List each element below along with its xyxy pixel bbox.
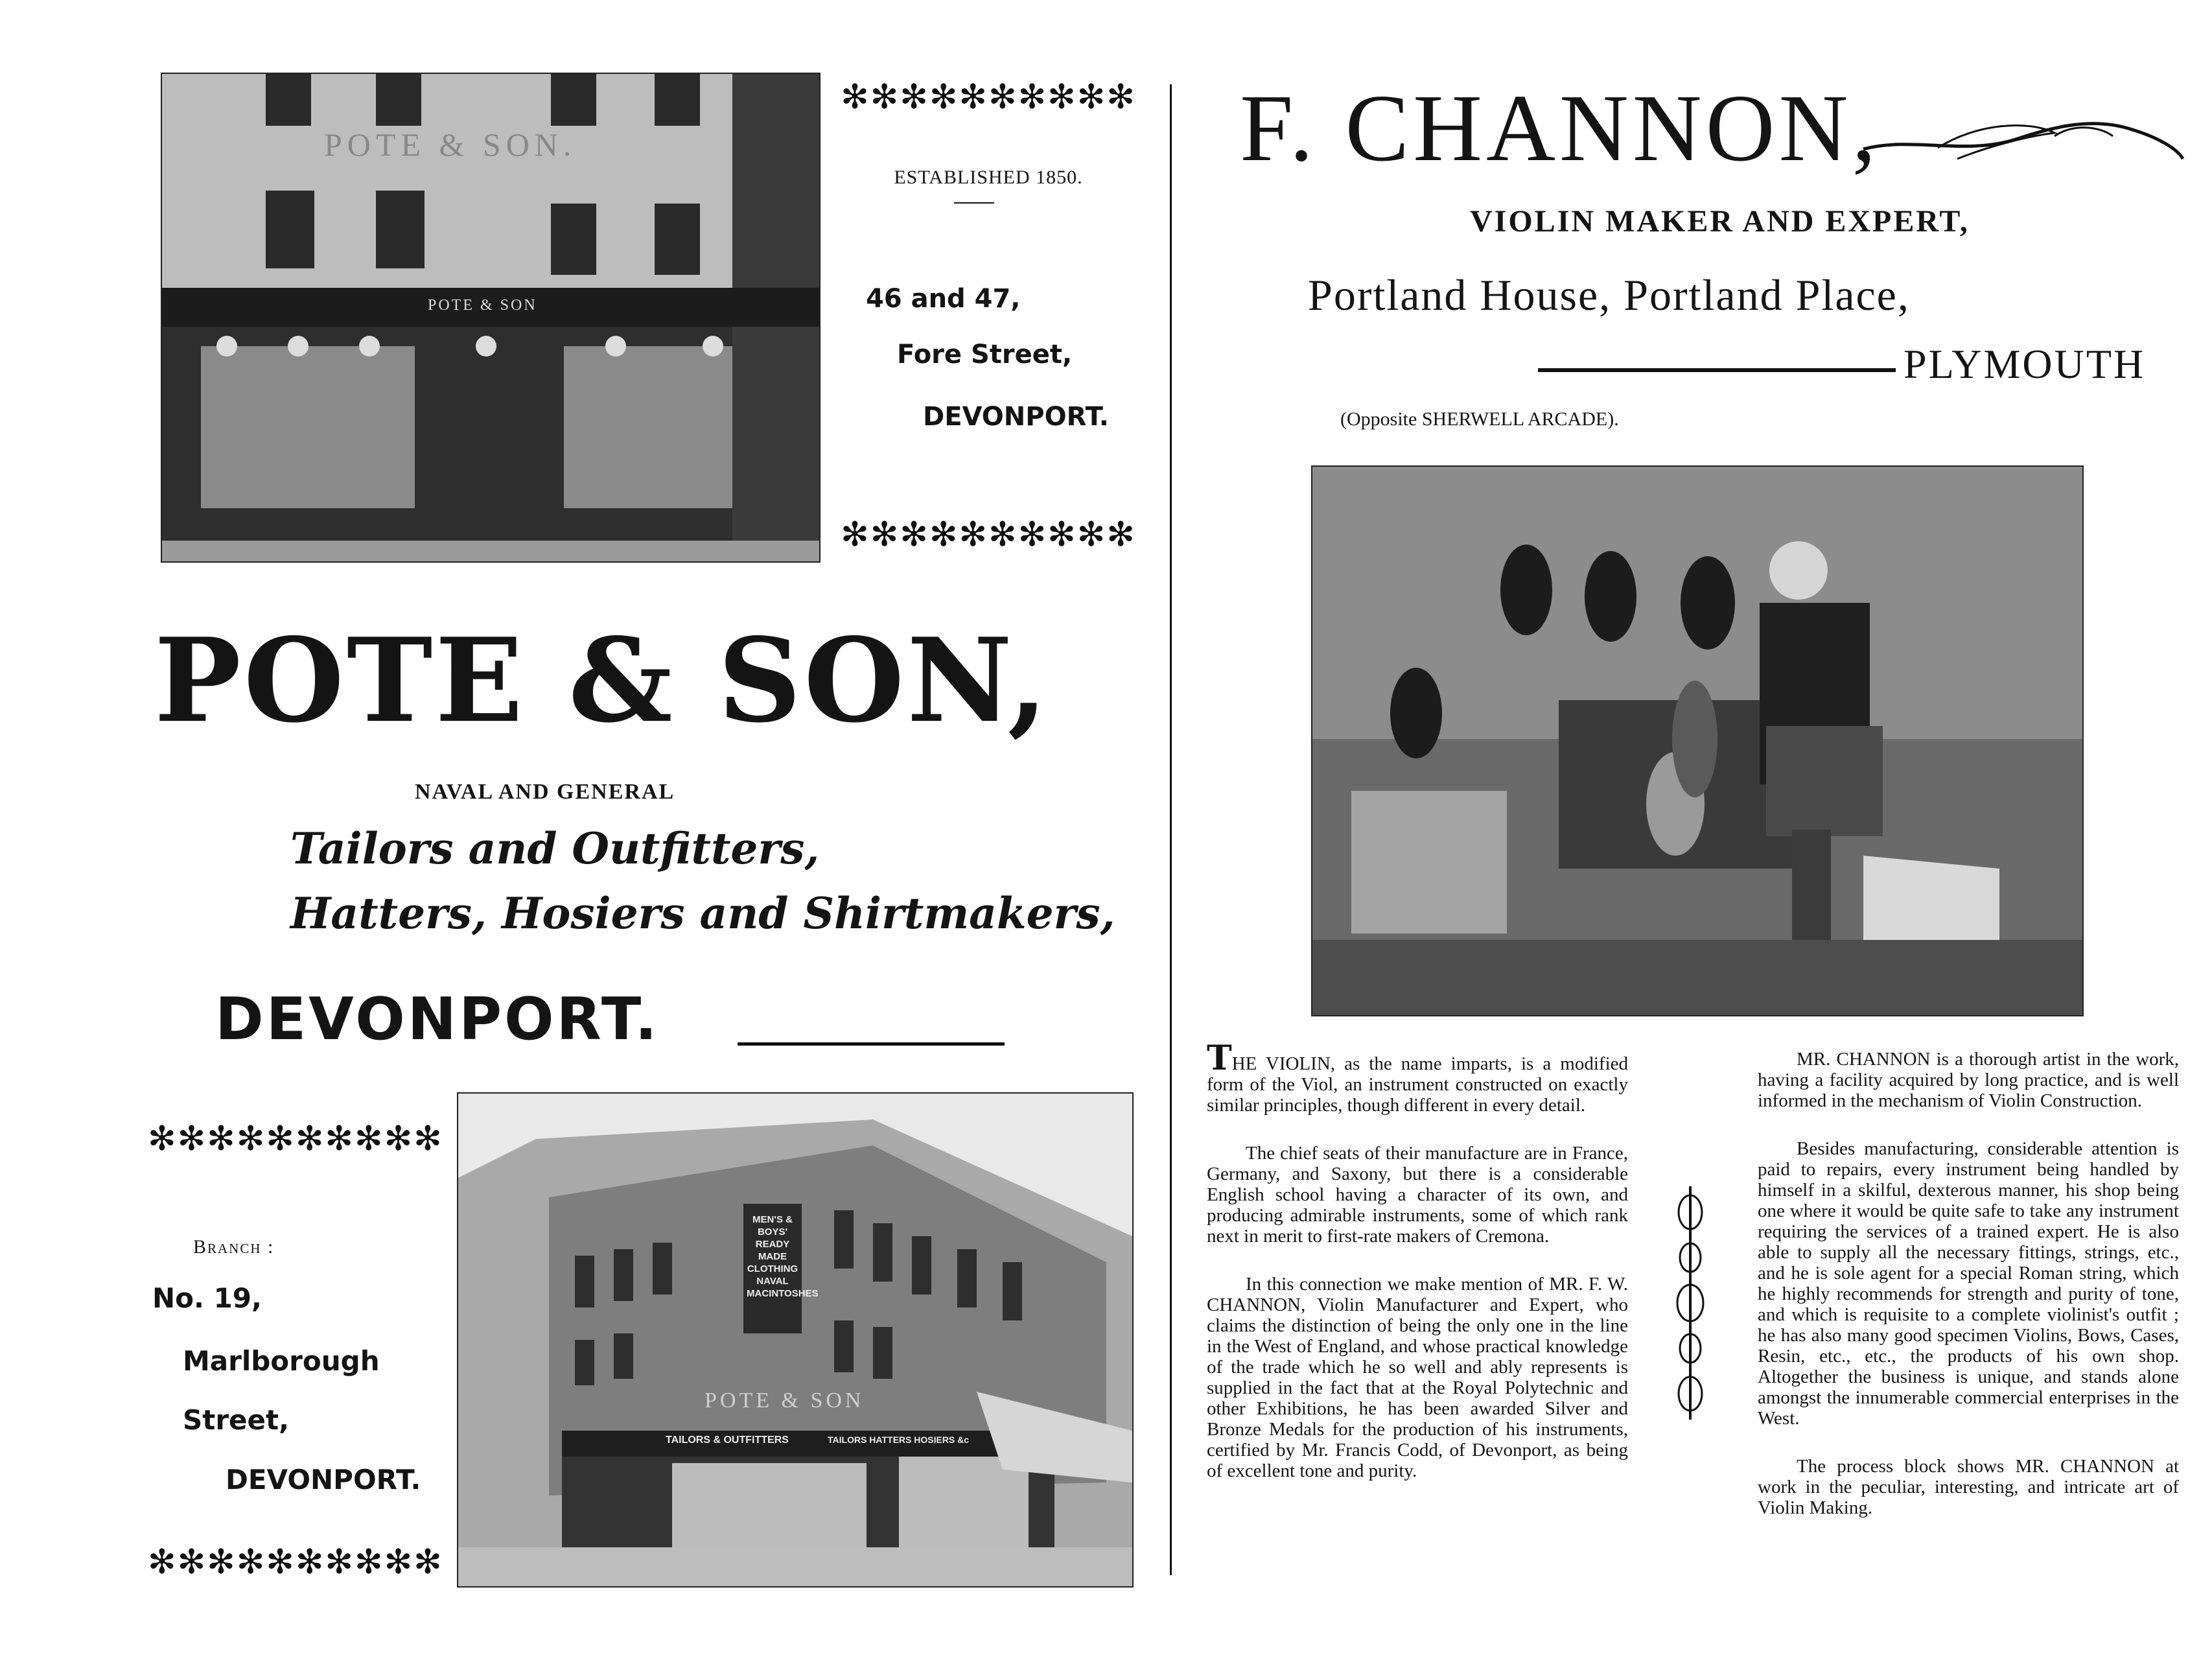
col2-para-2: Besides manufacturing, considerable attention is paid to repairs, every instrument being handled by himself in a skilful, dexterous manner, his shop being one where it would be quite safe to take any instrument requiring the services of a trained expert. He is also able to supply all the necessary fittings, strings, etc., and he is sole agent for a special Roman string, which he highly recommends for strength and purity of tone, and which is requisite to a complete violinist's outfit ; he has also many good specimen Violins, Bows, Cases, Resin, etc., etc., the products of his own shop. Altogether the business is unique, and stands alone amongst the innumerable commercial enterprises in the West. [1758,1138,2179,1429]
col1-para-1-text: HE VIOLIN, as the name imparts, is a modified form of the Viol, an instrument constructed on exactly similar principles, though different in every detail. [1207,1053,1628,1116]
fore-street-shop-photo [161,73,821,563]
ornament-top: ✻✻✻✻✻✻✻✻✻✻ [841,78,1136,117]
flourish-ornament [1860,110,2184,169]
branch-sign-wall: POTE & SON [704,1389,865,1413]
ornament-mid: ✻✻✻✻✻✻✻✻✻✻ [841,515,1136,554]
firm-name-channon: F. CHANNON, [1240,75,1880,182]
address-line-1: 46 and 47, [866,284,1021,314]
opposite-note: (Opposite SHERWELL ARCADE). [1340,408,1619,430]
dropcap-letter: T [1207,1038,1232,1078]
branch-sign-mens: MEN'S & BOYS' READY MADE CLOTHING NAVAL MACINTOSHES [747,1214,819,1299]
page-divider [1170,84,1172,1575]
shop-sign-fascia: POTE & SON [428,297,537,314]
town-rule [738,1042,1005,1046]
branch-sign-fascia: TAILORS & OUTFITTERS [666,1435,789,1446]
town-devonport: DEVONPORT. [215,985,660,1053]
violin-workshop-photo [1311,465,2084,1016]
plymouth-rule [1538,368,1896,372]
ornament-branch-bottom: ✻✻✻✻✻✻✻✻✻✻ [148,1543,443,1582]
branch-line-1: No. 19, [152,1282,262,1314]
firm-name-pote: POTE & SON, [154,613,1051,748]
address-line-3: DEVONPORT. [923,402,1109,432]
col2-para-1: MR. CHANNON is a thorough artist in the work, having a facility acquired by long practice, and is well informed in the mechanism of Violin Construction. [1758,1049,2179,1111]
col1-para-1 [1207,1038,1628,1116]
trade-line-2: Hatters, Hosiers and Shirtmakers, [290,888,1115,939]
col2-para-3: The process block shows MR. CHANNON at work in the peculiar, interesting, and intricate art of Violin Making. [1758,1456,2179,1518]
town-plymouth: PLYMOUTH [1903,341,2146,387]
branch-line-3: Street, [183,1404,290,1436]
article-column-1 [1207,1038,1628,1508]
ornament-branch-top: ✻✻✻✻✻✻✻✻✻✻ [148,1120,443,1158]
portland-address: Portland House, Portland Place, [1308,270,1910,320]
article-column-2 [1758,1049,2179,1545]
trade-violin-maker: VIOLIN MAKER AND EXPERT, [1470,204,1970,239]
trade-line-1: Tailors and Outfitters, [290,823,820,874]
address-line-2: Fore Street, [897,340,1073,369]
branch-label: Branch : [193,1236,275,1258]
branch-line-2: Marlborough [183,1345,380,1377]
shop-sign-top: POTE & SON. [324,126,577,163]
col1-para-3: In this connection we make mention of MR. F. W. CHANNON, Violin Manufacturer and Expert, who claims the distinction of being the only one in the line in the West of England, and whose practical knowledge of the trade which he so well and ably represents is supplied in the fact that at the Royal Polytechnic and other Exhibitions, he has been awarded Silver and Bronze Medals for the production of his instruments, certified by Mr. Francis Codd, of Devonport, as being of excellent tone and purity. [1207,1274,1628,1481]
marlborough-street-branch-photo [457,1092,1134,1588]
naval-general: NAVAL AND GENERAL [415,780,675,804]
established-rule [954,202,994,204]
established-text: ESTABLISHED 1850. [894,167,1083,188]
branch-sign-fascia-2: TAILORS HATTERS HOSIERS &c [828,1435,970,1445]
col1-para-2: The chief seats of their manufacture are in France, Germany, and Saxony, but there is a considerable English school having a character of its own, and producing admirable instruments, some of which rank next in merit to first-rate makers of Cremona. [1207,1143,1628,1247]
vertical-ornament [1671,1186,1710,1420]
branch-line-4: DEVONPORT. [226,1464,421,1495]
